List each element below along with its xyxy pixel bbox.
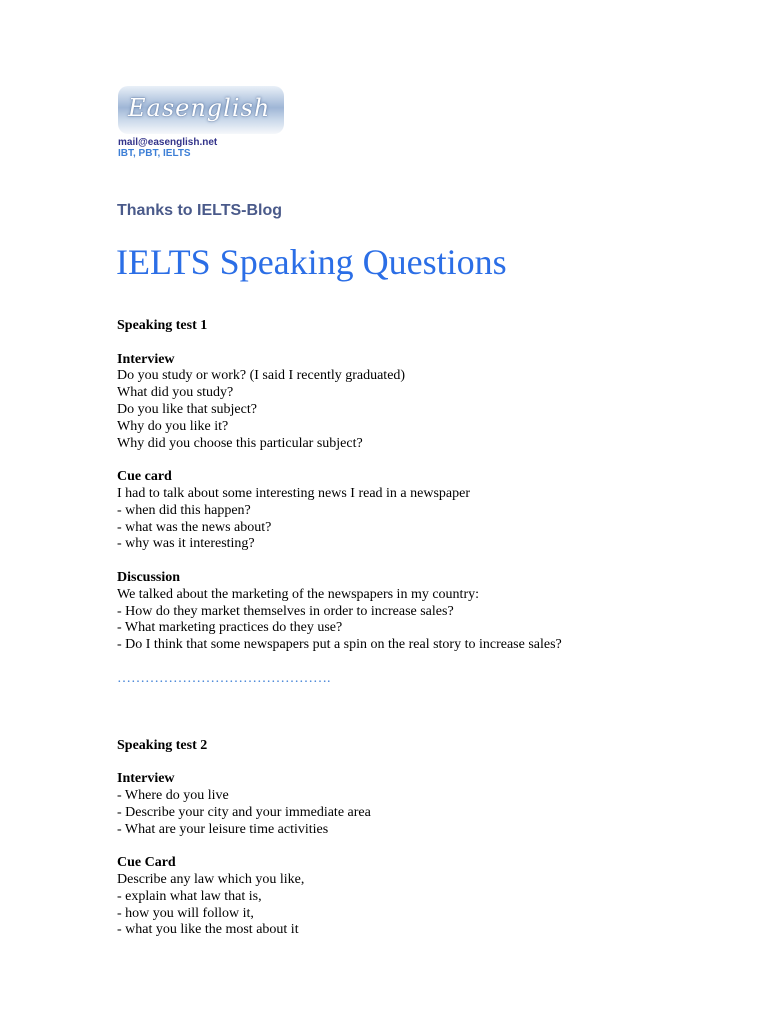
test2-interview-heading: Interview [117, 771, 175, 787]
test1-interview-heading: Interview [117, 351, 175, 367]
test1-discussion-heading: Discussion [117, 569, 181, 585]
test2-cue-card-line: - explain what law that is, [117, 888, 262, 904]
test1-discussion-line: We talked about the marketing of the newspapers in my country: [117, 586, 479, 602]
test1-discussion-line: - What marketing practices do they use? [117, 620, 343, 636]
easenglish-logo [118, 86, 284, 134]
test1-cue-card-heading: Cue card [117, 469, 172, 485]
document-body [117, 318, 737, 939]
test1-cue-card-line: - why was it interesting? [117, 536, 255, 552]
test1-discussion-line: - How do they market themselves in order to increase sales? [117, 603, 454, 619]
test1-interview-line: Do you like that subject? [117, 401, 257, 417]
test2-interview-line: - Describe your city and your immediate area [117, 804, 371, 820]
test1-interview-line: Why do you like it? [117, 418, 229, 434]
test2-interview-line: - Where do you live [117, 787, 229, 803]
test1-discussion-line: - Do I think that some newspapers put a spin on the real story to increase sales? [117, 637, 562, 653]
test2-cue-card-line: Describe any law which you like, [117, 871, 305, 887]
test1-heading: Speaking test 1 [117, 318, 208, 333]
contact-email[interactable]: mail@easenglish.net [118, 137, 218, 148]
test2-cue-card-line: - how you will follow it, [117, 905, 254, 921]
test2-interview-line: - What are your leisure time activities [117, 821, 329, 837]
test1-cue-card-line: I had to talk about some interesting news I read in a newspaper [117, 485, 471, 501]
test1-interview-line: Do you study or work? (I said I recently graduated) [117, 368, 406, 384]
test2-cue-card-heading: Cue Card [117, 855, 176, 871]
page-title: IELTS Speaking Questions [116, 242, 507, 282]
section-separator: ………………………………………. [117, 670, 331, 686]
test-tags: IBT, PBT, IELTS [118, 148, 191, 159]
test2-heading: Speaking test 2 [117, 737, 208, 753]
thanks-line: Thanks to IELTS-Blog [117, 202, 283, 219]
logo-text: Easenglish [128, 94, 271, 122]
test1-cue-card-line: - when did this happen? [117, 502, 251, 518]
test1-cue-card-line: - what was the news about? [117, 519, 272, 535]
test2-cue-card-line: - what you like the most about it [117, 922, 299, 938]
test1-interview-line: Why did you choose this particular subject? [117, 435, 363, 451]
test1-interview-line: What did you study? [117, 385, 234, 401]
